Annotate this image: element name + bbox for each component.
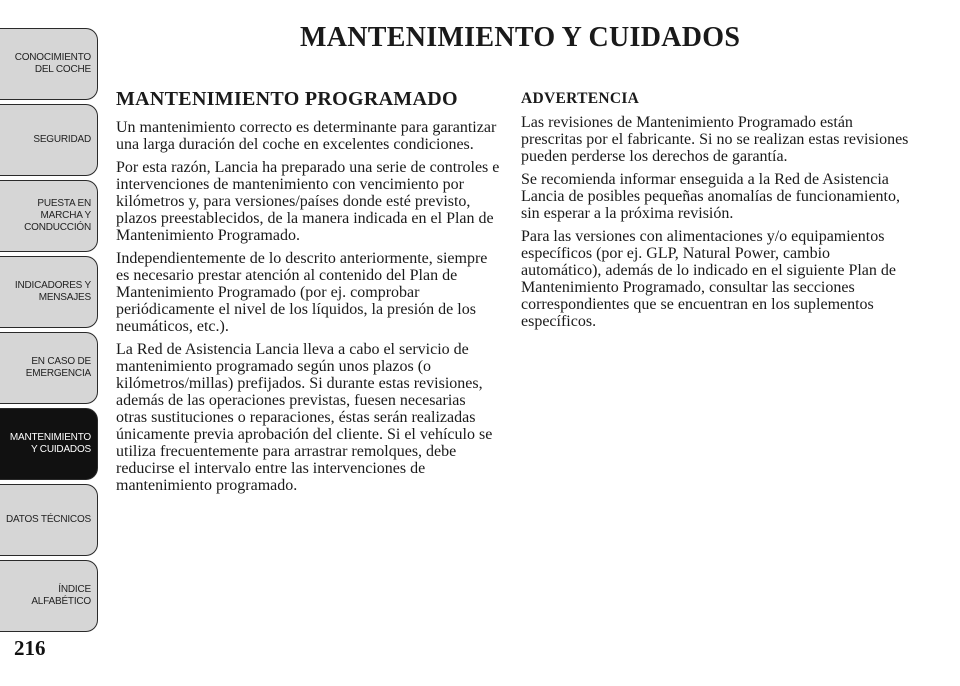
warning-column xyxy=(521,90,911,336)
section-heading: MANTENIMIENTO PROGRAMADO xyxy=(116,88,458,110)
paragraph: Independientemente de lo descrito anteriormente, siempre es necesario prestar atención al contenido del Plan de Mantenimiento Programado (por ej. comprobar periódicamente el nivel de los líquidos, la presión de los neumáticos, etc.). xyxy=(116,250,488,335)
paragraph: Un mantenimiento correcto es determinante para garantizar una larga duración del coche en excelentes condiciones. xyxy=(116,119,497,153)
tab-datos-tecnicos[interactable]: DATOS TÉCNICOS xyxy=(0,484,98,556)
paragraph: Se recomienda informar enseguida a la Red de Asistencia Lancia de posibles pequeñas anomalías de funcionamiento, sin esperar a la próxima revisión. xyxy=(521,171,900,222)
left-column xyxy=(116,88,500,500)
paragraph: Las revisiones de Mantenimiento Programado están prescritas por el fabricante. Si no se realizan estas revisiones pueden perderse los derechos de garantía. xyxy=(521,114,909,165)
paragraph: La Red de Asistencia Lancia lleva a cabo el servicio de mantenimiento programado según unos plazos (o kilómetros/millas) prefijados. Si durante estas revisiones, además de las operaciones previstas, fuesen necesarias otras sustituciones o reparaciones, éstas serán realizadas únicamente previa aprobación del cliente. Si el vehículo se utiliza frecuentemente para arrastrar remolques, debe reducirse el intervalo entre las intervenciones de mantenimiento programado. xyxy=(116,341,493,494)
page-number: 216 xyxy=(14,636,46,660)
warning-heading: ADVERTENCIA xyxy=(521,90,640,107)
tab-indice-alfabetico[interactable]: ÍNDICE ALFABÉTICO xyxy=(0,560,98,632)
tab-mantenimiento-y-cuidados[interactable]: MANTENIMIENTO Y CUIDADOS xyxy=(0,408,98,480)
tab-indicadores-y-mensajes[interactable]: INDICADORES Y MENSAJES xyxy=(0,256,98,328)
page-title: MANTENIMIENTO Y CUIDADOS xyxy=(300,22,741,53)
tab-puesta-en-marcha[interactable]: PUESTA EN MARCHA Y CONDUCCIÓN xyxy=(0,180,98,252)
tab-conocimiento-del-coche[interactable]: CONOCIMIENTO DEL COCHE xyxy=(0,28,98,100)
tab-seguridad[interactable]: SEGURIDAD xyxy=(0,104,98,176)
paragraph: Por esta razón, Lancia ha preparado una serie de controles e intervenciones de mantenimiento con vencimiento por kilómetros y, para versiones/países donde esté previsto, plazos preestablecidos, de la manera indicada en el Plan de Mantenimiento Programado. xyxy=(116,159,500,244)
paragraph: Para las versiones con alimentaciones y/o equipamientos específicos (por ej. GLP, Natural Power, cambio automático), además de lo indicado en el siguiente Plan de Mantenimiento Programado, consultar las secciones correspondientes que se encuentran en los suplementos específicos. xyxy=(521,228,896,330)
tab-en-caso-de-emergencia[interactable]: EN CASO DE EMERGENCIA xyxy=(0,332,98,404)
